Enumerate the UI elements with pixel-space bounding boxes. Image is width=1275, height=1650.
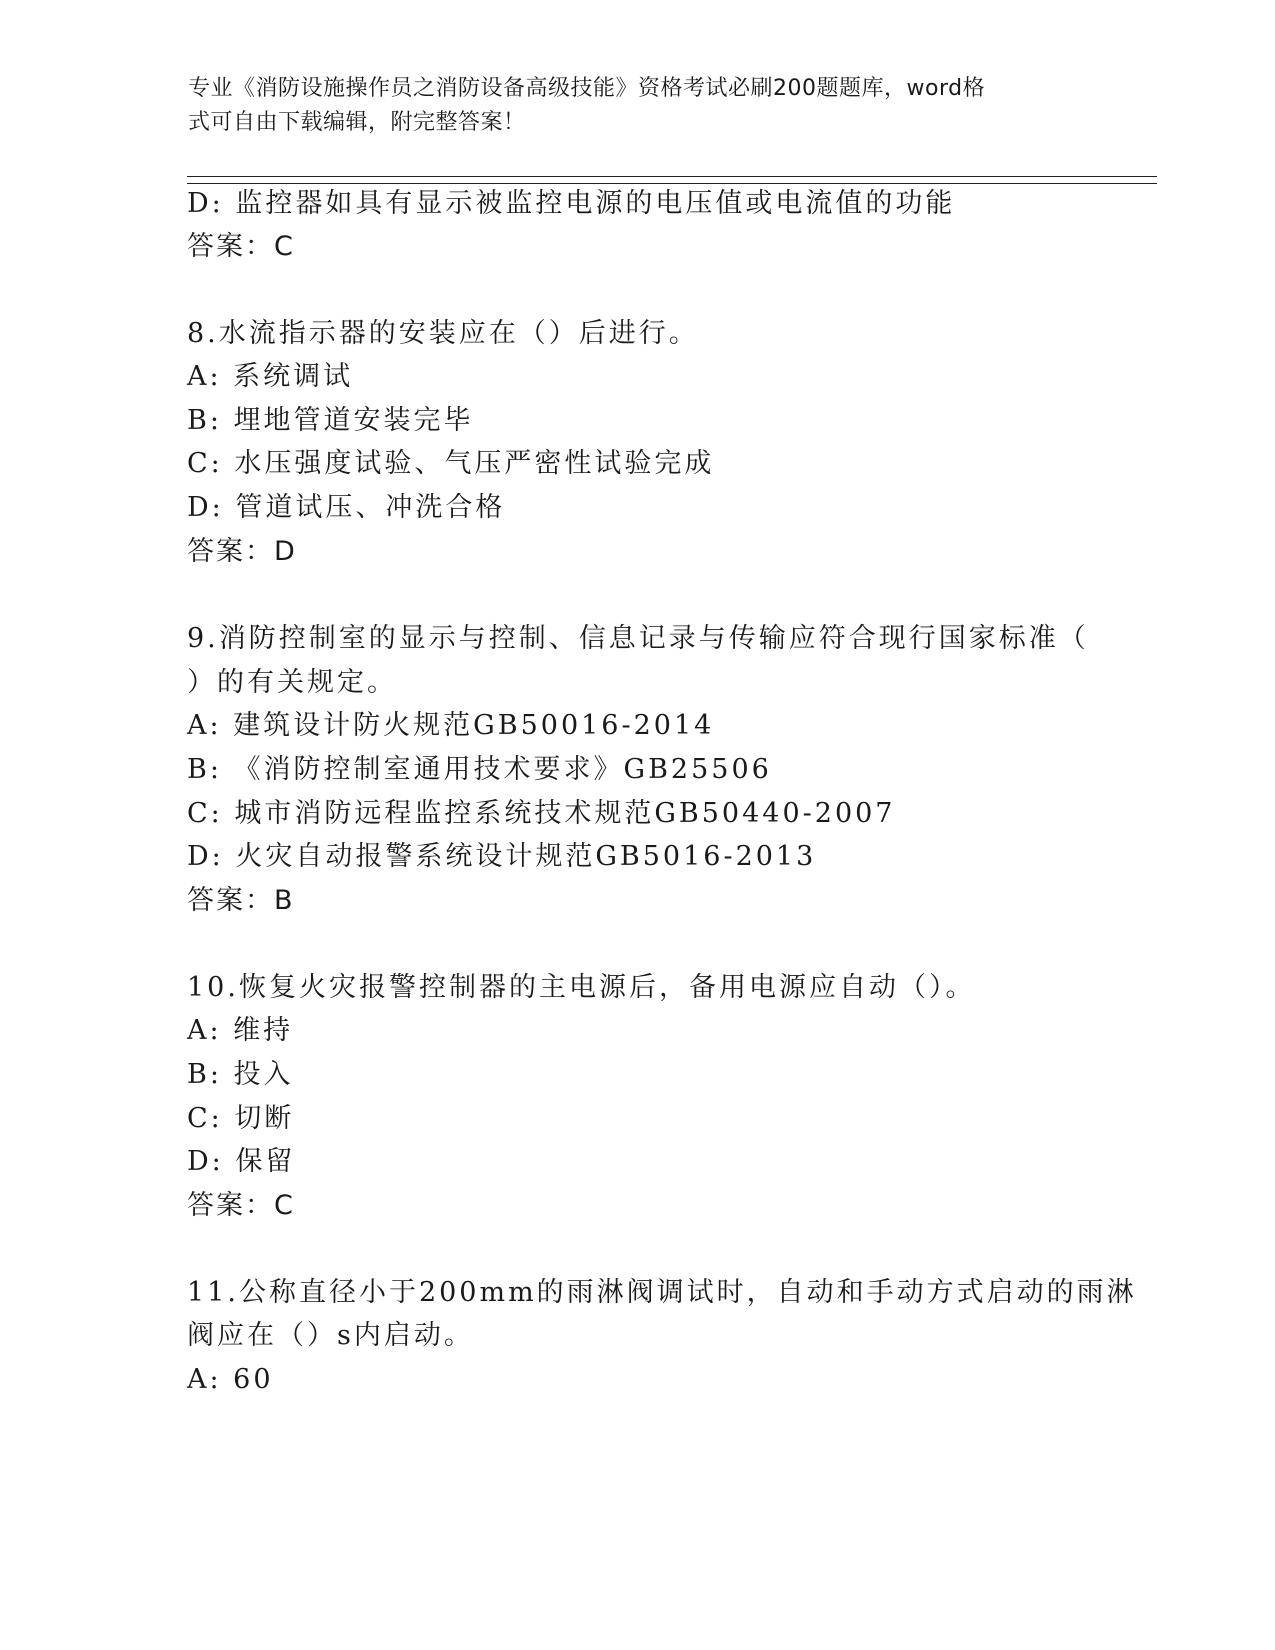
option-a-q10: A: 维持 bbox=[187, 1015, 294, 1046]
question-9-line-1: 9.消防控制室的显示与控制、信息记录与传输应符合现行国家标准（ bbox=[187, 623, 1089, 654]
option-d-q7: D: 监控器如具有显示被监控电源的电压值或电流值的功能 bbox=[187, 188, 956, 219]
option-b-q8: B: 埋地管道安装完毕 bbox=[187, 405, 474, 436]
option-b-q9: B: 《消防控制室通用技术要求》GB25506 bbox=[187, 754, 772, 785]
answer-q7: 答案：C bbox=[187, 231, 295, 262]
option-a-q8: A: 系统调试 bbox=[187, 361, 354, 392]
option-d-q8: D: 管道试压、冲洗合格 bbox=[187, 492, 506, 523]
question-10: 10.恢复火灾报警控制器的主电源后，备用电源应自动（）。 bbox=[187, 972, 976, 1003]
document-header bbox=[188, 72, 1068, 140]
option-d-q9: D: 火灾自动报警系统设计规范GB5016-2013 bbox=[187, 841, 817, 872]
question-11-line-1: 11.公称直径小于200mm的雨淋阀调试时，自动和手动方式启动的雨淋 bbox=[187, 1277, 1137, 1308]
question-9-line-2: ）的有关规定。 bbox=[187, 667, 397, 698]
answer-q10: 答案：C bbox=[187, 1190, 295, 1221]
question-8: 8.水流指示器的安装应在（）后进行。 bbox=[187, 318, 699, 349]
answer-q9: 答案：B bbox=[187, 885, 295, 916]
option-a-q9: A: 建筑设计防火规范GB50016-2014 bbox=[187, 710, 715, 741]
header-line-1: 专业《消防设施操作员之消防设备高级技能》资格考试必刷200题题库，word格 bbox=[188, 76, 986, 101]
header-divider-top bbox=[187, 176, 1157, 177]
option-c-q9: C: 城市消防远程监控系统技术规范GB50440-2007 bbox=[187, 798, 896, 829]
header-line-2: 式可自由下载编辑，附完整答案！ bbox=[188, 110, 526, 135]
option-a-q11: A: 60 bbox=[187, 1364, 274, 1395]
header-divider-bottom bbox=[187, 183, 1157, 184]
option-c-q8: C: 水压强度试验、气压严密性试验完成 bbox=[187, 448, 715, 479]
option-d-q10: D: 保留 bbox=[187, 1146, 296, 1177]
answer-q8: 答案：D bbox=[187, 536, 297, 567]
option-c-q10: C: 切断 bbox=[187, 1103, 295, 1134]
question-11-line-2: 阀应在（）s内启动。 bbox=[187, 1320, 474, 1351]
option-b-q10: B: 投入 bbox=[187, 1059, 294, 1090]
